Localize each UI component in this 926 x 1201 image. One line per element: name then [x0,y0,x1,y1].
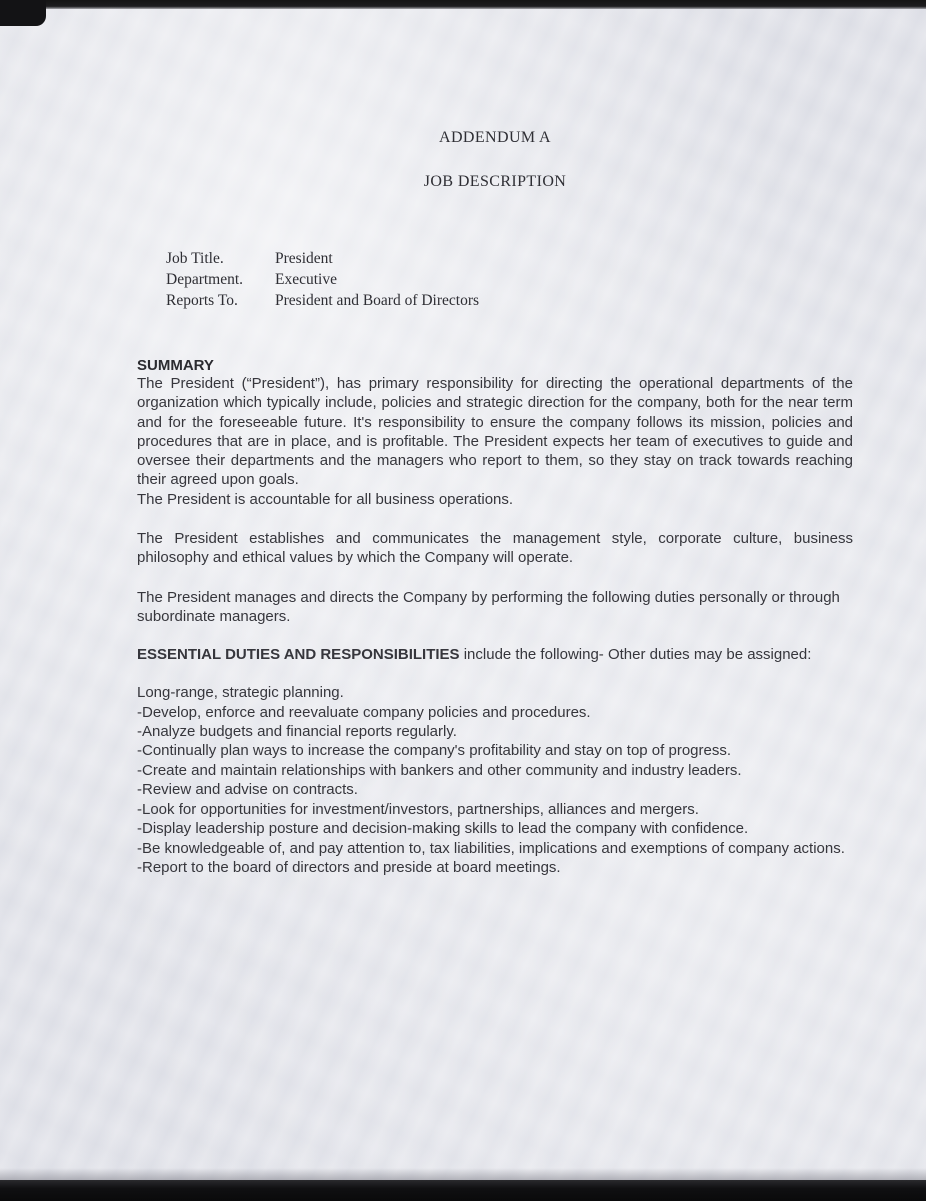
meta-row-job-title [166,248,853,269]
duties-list [137,683,853,877]
duty-item: -Review and advise on contracts. [137,781,358,799]
essential-duties-heading: ESSENTIAL DUTIES AND RESPONSIBILITIES [137,646,460,664]
department-value: Executive [275,271,337,288]
summary-accountable-line: The President is accountable for all business operations. [137,490,514,508]
summary-paragraph-3: The President manages and directs the Company by performing the following duties personally or through subordinate managers. [137,588,840,625]
duty-item: -Analyze budgets and financial reports regularly. [137,723,457,741]
scan-corner-top-left [0,0,46,26]
duty-item: -Develop, enforce and reevaluate company policies and procedures. [137,703,591,721]
duty-item: -Create and maintain relationships with bankers and other community and industry leaders. [137,761,742,779]
duty-item: -Look for opportunities for investment/investors, partnerships, alliances and mergers. [137,800,699,818]
summary-heading: SUMMARY [137,357,214,374]
job-title-value: President [275,250,333,267]
summary-paragraph-1: The President (“President”), has primary responsibility for directing the operational departments of the organization which typically include, policies and strategic direction for the company, both for the near term and for the foreseeable future. It's responsibility to ensure the company follows its mission, policies and procedures that are in place, and is profitable. The President expects her team of executives to guide and oversee their departments and the managers who report to them, so they stay on track towards reaching their agreed upon goals. [137,375,853,489]
duty-item: -Report to the board of directors and preside at board meetings. [137,858,561,876]
meta-row-department [166,269,853,290]
scan-edge-bottom [0,1180,926,1201]
job-description-title: JOB DESCRIPTION [423,173,567,190]
essential-duties-heading-line [137,644,853,665]
meta-row-reports-to [166,290,853,311]
reports-to-label: Reports To. [166,292,238,309]
department-label: Department. [166,271,244,288]
duty-item: -Continually plan ways to increase the company's profitability and stay on top of progress. [137,742,732,760]
duty-item: Long-range, strategic planning. [137,684,344,702]
reports-to-value: President and Board of Directors [275,292,480,309]
duty-item: -Be knowledgeable of, and pay attention to, tax liabilities, implications and exemptions of company actions. [137,839,845,857]
job-title-label: Job Title. [166,250,224,267]
essential-duties-heading-rest: include the following- Other duties may be assigned: [459,646,812,664]
summary-paragraph-2: The President establishes and communicates the management style, corporate culture, business philosophy and ethical values by which the Company will operate. [137,530,853,567]
document-content [137,0,853,877]
job-meta-block [166,248,853,311]
duty-item: -Display leadership posture and decision-making skills to lead the company with confidence. [137,820,749,838]
scan-edge-bottom-shadow [0,1168,926,1180]
addendum-title: ADDENDUM A [439,129,551,146]
